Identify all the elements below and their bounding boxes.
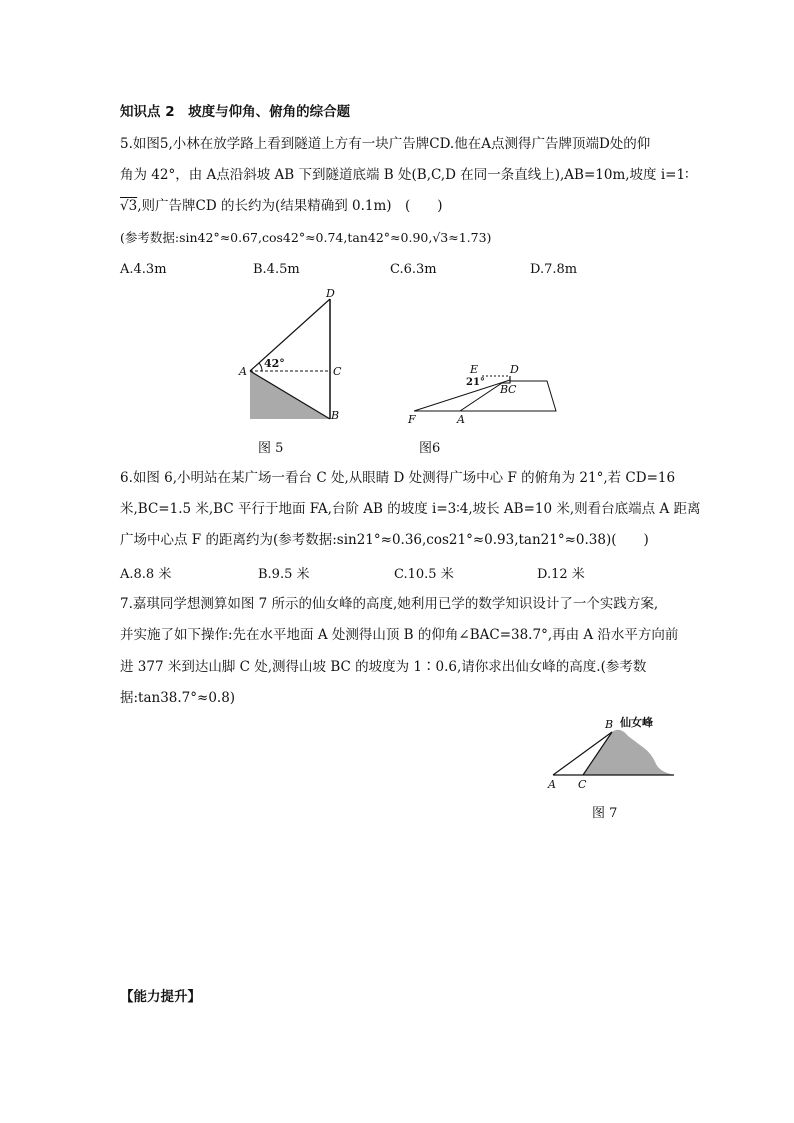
fig5-line-ad xyxy=(250,299,330,371)
fig5-label-c: C xyxy=(333,365,342,378)
fig6-caption: 图6 xyxy=(419,441,441,456)
q5-reference-data: (参考数据:sin42°≈0.67,cos42°≈0.74,tan42°≈0.90,√3≈1.73) xyxy=(120,230,492,245)
fig6-label-f: F xyxy=(408,413,416,426)
q5-line-3-text: ,则广告牌CD 的长约为(结果精确到 0.1m) ( ) xyxy=(137,198,443,214)
figure-6 xyxy=(402,360,562,426)
fig6-label-e: E xyxy=(470,363,479,376)
q6-option-b: B.9.5 米 xyxy=(258,567,310,582)
figure-5 xyxy=(232,285,362,425)
fig6-ground-and-platform xyxy=(414,381,556,411)
fig7-mountain-shape xyxy=(583,730,674,775)
q6-line-3: 广场中心点 F 的距离约为(参考数据:sin21°≈0.36,cos21°≈0.93,tan21°≈0.38)( ) xyxy=(120,532,649,548)
q7-line-1: 7.嘉琪同学想测算如图 7 所示的仙女峰的高度,她利用已学的数学知识设计了一个实践方案, xyxy=(120,596,659,612)
q5-option-b: B.4.5m xyxy=(253,262,300,277)
fig6-sightline-fd xyxy=(414,380,510,411)
fig5-caption: 图 5 xyxy=(258,441,284,456)
q5-option-a: A.4.3m xyxy=(120,262,167,277)
q5-line-2: 角为 42°，由 A点沿斜坡 AB 下到隧道底端 B 处(B,C,D 在同一条直线上),AB=10m,坡度 i=1∶ xyxy=(120,167,689,183)
fig5-label-a: A xyxy=(239,365,247,378)
q6-option-c: C.10.5 米 xyxy=(394,567,454,582)
sqrt3-symbol: √3 xyxy=(120,198,138,214)
fig7-label-a: A xyxy=(548,778,556,791)
q6-option-a: A.8.8 米 xyxy=(120,567,172,582)
fig5-angle-arc xyxy=(259,363,262,371)
fig5-angle-label: 42° xyxy=(264,357,285,370)
fig7-peak-label: 仙女峰 xyxy=(620,716,653,729)
fig6-label-c: C xyxy=(508,383,517,396)
fig6-label-a: A xyxy=(457,413,465,426)
q6-line-2: 米,BC=1.5 米,BC 平行于地面 FA,台阶 AB 的坡度 i=3∶4,坡长 AB=10 米,则看台底端点 A 距离 xyxy=(120,501,701,517)
section-heading: 知识点 2 坡度与仰角、俯角的综合题 xyxy=(120,104,351,120)
q6-line-1: 6.如图 6,小明站在某广场一看台 C 处,从眼睛 D 处测得广场中心 F 的俯角为 21°,若 CD=16 xyxy=(120,470,676,486)
fig7-label-b: B xyxy=(605,718,614,731)
ability-section-heading: 【能力提升】 xyxy=(120,989,201,1005)
fig5-label-d: D xyxy=(326,287,335,300)
fig7-label-c: C xyxy=(578,778,587,791)
q5-option-c: C.6.3m xyxy=(390,262,437,277)
q6-option-d: D.12 米 xyxy=(537,567,585,582)
q7-line-3: 进 377 米到达山脚 C 处,测得山坡 BC 的坡度为 1∶0.6,请你求出仙女峰的高度.(参考数 xyxy=(120,659,647,675)
fig6-angle-label: 21° xyxy=(466,377,485,388)
fig7-caption: 图 7 xyxy=(592,806,618,821)
fig6-label-d: D xyxy=(510,363,519,376)
fig5-label-b: B xyxy=(331,409,340,422)
q7-line-4: 据:tan38.7°≈0.8) xyxy=(120,690,236,706)
q7-line-2: 并实施了如下操作:先在水平地面 A 处测得山顶 B 的仰角∠BAC=38.7°,再由 A 沿水平方向前 xyxy=(120,627,679,643)
q5-line-3 xyxy=(120,198,443,214)
figure-7 xyxy=(540,712,680,794)
q5-line-1: 5.如图5,小林在放学路上看到隧道上方有一块广告牌CD.他在A点测得广告牌顶端D处的仰 xyxy=(120,136,651,152)
fig6-label-b: B xyxy=(500,383,509,396)
q5-option-d: D.7.8m xyxy=(530,262,578,277)
